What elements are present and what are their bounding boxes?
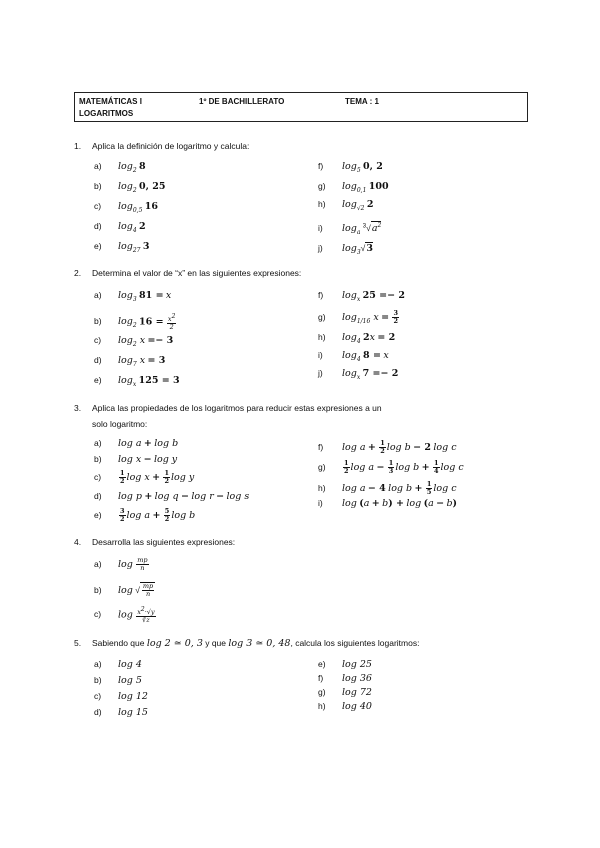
- q3-b: b) log x − log y: [94, 454, 178, 465]
- q2-a: a) $\log_3 81 = x$: [94, 290, 172, 303]
- q2-i: i) $\log_4 8 = x$: [318, 350, 389, 363]
- q3-h: h) log a − 4 log b + $\frac{1}{5}$ log c: [318, 480, 457, 496]
- q4-a: a) log $\frac{mp}{n}$: [94, 556, 148, 572]
- q5-e: e) log 25: [318, 659, 372, 670]
- q5-d: d) log 15: [94, 707, 148, 718]
- q1-b: b) $\log_2 0$, 25: [94, 181, 166, 194]
- q2-g: g) $\log_{1/16} x$ = $\frac{3}{2}$: [318, 309, 398, 325]
- question-1: 1. Aplica la definición de logaritmo y calcula:: [74, 141, 250, 151]
- q2-j: j) $\log_x 7 =- 2$: [318, 368, 399, 381]
- q2-e: e) $\log_x 125 = 3$: [94, 375, 180, 388]
- q1-i: i) $\log_a ^3√a^2$: [318, 222, 382, 237]
- q5-g: g) log 72: [318, 687, 372, 698]
- q5-b: b) log 5: [94, 675, 142, 686]
- subject: MATEMÁTICAS I: [79, 97, 142, 106]
- unit: TEMA : 1: [345, 97, 379, 106]
- q3-g: g) $\frac{1}{2}$ log a − $\frac{1}{3}$ log b + $\frac{1}{4}$ log c: [318, 459, 464, 475]
- q1-h: h) $\log_{√2} 2$: [318, 199, 374, 212]
- question-3-cont: solo logaritmo:: [92, 419, 148, 429]
- topic: LOGARITMOS: [79, 109, 134, 118]
- q1-c: c) $\log_{0,5} 16$: [94, 201, 158, 214]
- q5-c: c) log 12: [94, 691, 148, 702]
- q2-h: h) $\log_4 2x = 2$: [318, 332, 396, 345]
- q3-f: f) log a + $\frac{1}{2}$ log b − 2 log c: [318, 439, 457, 455]
- q1-f: f) $\log_5 0$, 2: [318, 161, 383, 174]
- question-3: 3. Aplica las propiedades de los logaritmos para reducir estas expresiones a un: [74, 403, 382, 413]
- q4-b: b) log √ $\frac{mp}{n}$: [94, 582, 154, 598]
- q1-e: e) $\log_{27} 3$: [94, 241, 150, 254]
- q5-h: h) log 40: [318, 701, 372, 712]
- q1-d: d) $\log_4 2$: [94, 221, 146, 234]
- q3-e: e) $\frac{3}{2}$ log a + $\frac{5}{2}$ log b: [94, 507, 196, 523]
- q4-c: c) log $\frac{x^2\cdot√y}{∛z}$: [94, 606, 155, 625]
- q2-b: b) $\log_2 16$ = $\frac{x^2}{2}$: [94, 313, 176, 332]
- q3-c: c) $\frac{1}{2}$ log x + $\frac{1}{2}$ log y: [94, 469, 195, 485]
- q2-c: c) $\log_2 x =- 3$: [94, 335, 174, 348]
- question-4: 4. Desarrolla las siguientes expresiones:: [74, 537, 236, 547]
- q5-f: f) log 36: [318, 673, 372, 684]
- q3-a: a) log a + log b: [94, 438, 179, 449]
- question-5: 5. Sabiendo que log 2 ≃ 0, 3 y que log 3 ≃ 0, 48, calcula los siguientes logaritmos:: [74, 638, 420, 649]
- q2-f: f) $\log_x 25 =- 2$: [318, 290, 405, 303]
- q3-d: d) log p + log q − log r − log s: [94, 491, 250, 502]
- course: 1º DE BACHILLERATO: [199, 97, 285, 106]
- question-2: 2. Determina el valor de “x” en las siguientes expresiones:: [74, 268, 302, 278]
- header-box: [74, 92, 528, 122]
- q2-d: d) $\log_7 x = 3$: [94, 355, 166, 368]
- q1-g: g) $\log_{0,1} 100$: [318, 181, 389, 194]
- q1-j: j) $\log_3√3$: [318, 243, 373, 256]
- q3-i: i) log (a + b) + log (a − b): [318, 498, 458, 509]
- q5-a: a) log 4: [94, 659, 142, 670]
- q1-a: a) $\log_2 8$: [94, 161, 146, 174]
